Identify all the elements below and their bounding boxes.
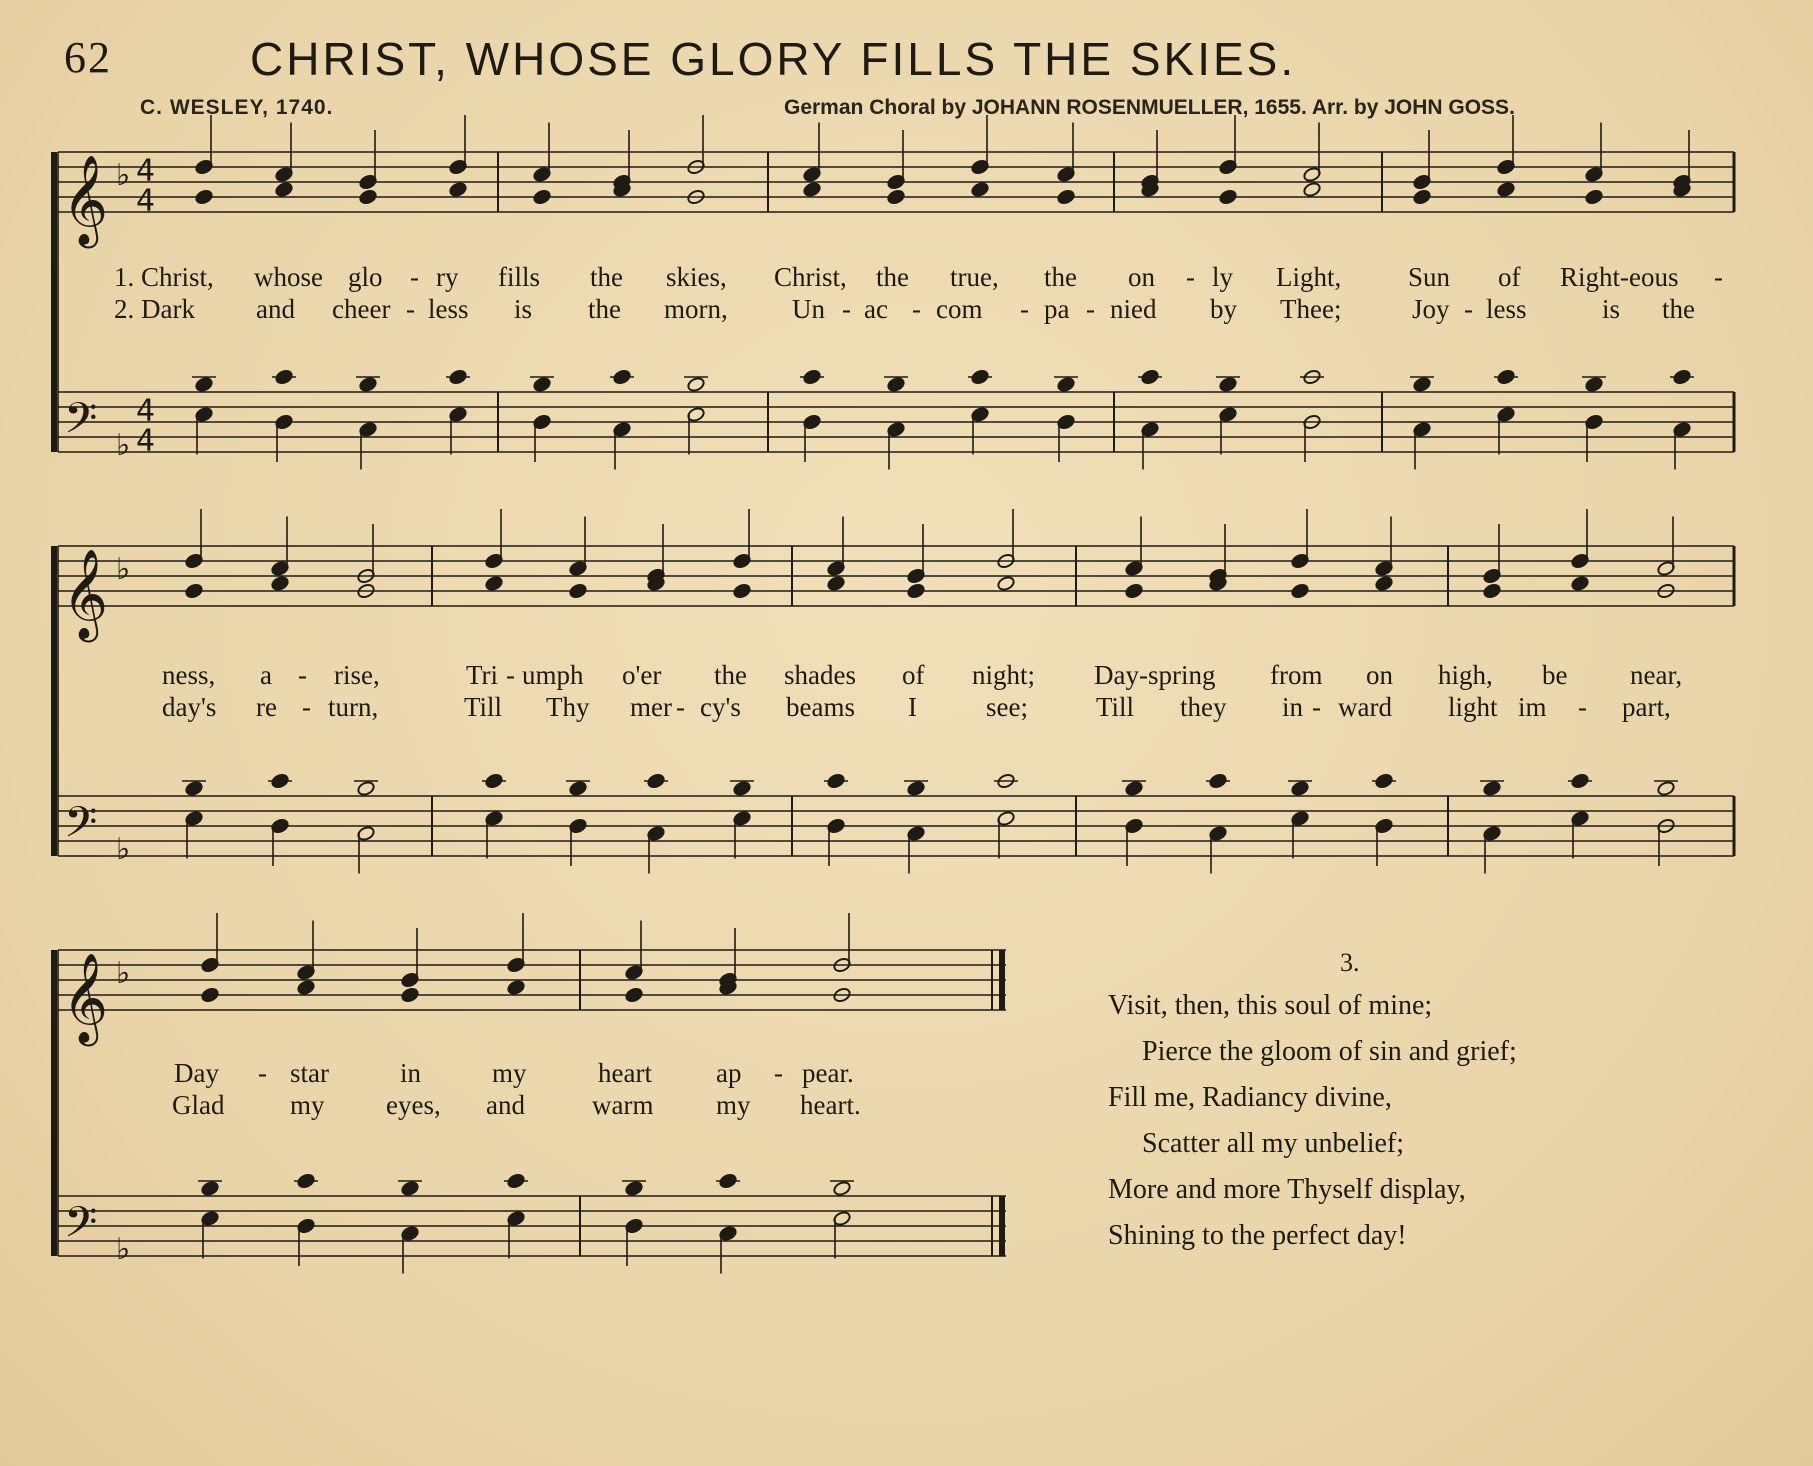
lyric-syllable: umph: [522, 660, 584, 690]
lyric-syllable: on: [1366, 660, 1393, 690]
lyric-syllable: com: [936, 294, 983, 324]
lyric-syllable: the: [588, 294, 621, 324]
flat-icon: ♭: [116, 158, 131, 193]
notehead: [1482, 780, 1501, 797]
notehead: [996, 575, 1015, 592]
notehead: [1302, 181, 1321, 198]
notehead: [1056, 376, 1075, 393]
notehead: [506, 979, 525, 996]
notehead: [970, 181, 989, 198]
lyric-syllable: morn,: [664, 294, 728, 324]
lyric-syllable: I: [908, 692, 917, 722]
lyric-syllable: they: [1180, 692, 1227, 722]
lyric-syllable: Day: [174, 1058, 219, 1088]
lyric-syllable: less: [1486, 294, 1527, 324]
bass-clef-icon: 𝄢: [64, 394, 98, 454]
music-system-3: [46, 930, 1026, 1290]
lyric-syllable: -: [842, 294, 851, 324]
lyric-syllable: ly: [1212, 262, 1234, 292]
flat-icon: ♭: [116, 552, 131, 587]
lyric-syllable: ry: [436, 262, 459, 292]
lyric-syllable: Light,: [1276, 262, 1342, 292]
lyric-syllable: Christ,: [774, 262, 847, 292]
notehead: [184, 583, 203, 600]
lyric-syllable: Thy: [546, 692, 590, 722]
notehead: [1124, 583, 1143, 600]
lyric-syllable: re: [256, 692, 277, 722]
lyric-syllable: day's: [162, 692, 217, 722]
lyric-syllable: -: [1578, 692, 1587, 722]
notehead: [358, 376, 377, 393]
notehead: [1290, 780, 1309, 797]
lyric-syllable: -: [1086, 294, 1095, 324]
lyric-syllable: Thee;: [1280, 294, 1342, 324]
lyric-syllable: star: [290, 1058, 329, 1088]
verse-3-number: 3.: [1340, 948, 1360, 977]
lyric-syllable: be: [1542, 660, 1568, 690]
hymn-title: CHRIST, WHOSE GLORY FILLS THE SKIES.: [250, 33, 1297, 85]
treble-clef-icon: 𝄞: [62, 155, 109, 245]
lyric-syllable: -: [774, 1058, 783, 1088]
notehead: [624, 987, 643, 1004]
notehead: [568, 780, 587, 797]
verse-3-line: Pierce the gloom of sin and grief;: [1142, 1036, 1517, 1067]
lyric-syllable: Right-eous: [1560, 262, 1679, 292]
lyric-syllable: whose: [254, 262, 323, 292]
lyric-syllable: Till: [464, 692, 503, 722]
notehead: [1584, 376, 1603, 393]
lyric-syllable: ap: [716, 1058, 742, 1088]
lyric-syllable: less: [428, 294, 469, 324]
lyric-syllable: Glad: [172, 1090, 225, 1120]
lyric-syllable: Day-spring: [1094, 660, 1216, 690]
lyric-line-verse-2: [46, 692, 1746, 724]
lyric-syllable: -: [912, 294, 921, 324]
lyric-syllable: fills: [498, 262, 541, 292]
notehead: [826, 575, 845, 592]
notehead: [568, 583, 587, 600]
notehead: [802, 181, 821, 198]
notehead: [1218, 376, 1237, 393]
lyric-syllable: glo: [348, 262, 383, 292]
lyric-syllable: pear.: [802, 1058, 854, 1088]
lyric-syllable: the: [1662, 294, 1695, 324]
lyric-syllable: -: [1186, 262, 1195, 292]
notehead: [1124, 780, 1143, 797]
lyric-syllable: o'er: [622, 660, 662, 690]
notehead: [400, 1180, 419, 1197]
lyric-syllable: from: [1270, 660, 1323, 690]
lyric-syllable: beams: [786, 692, 855, 722]
lyric-syllable: near,: [1630, 660, 1683, 690]
flat-icon: ♭: [116, 956, 131, 991]
bass-clef-icon: 𝄢: [64, 798, 98, 858]
notehead: [484, 575, 503, 592]
flat-icon: ♭: [116, 428, 131, 463]
notehead: [906, 780, 925, 797]
time-signature-numeral: 4: [136, 423, 156, 459]
bass-clef-icon: 𝄢: [64, 1198, 98, 1258]
flat-icon: ♭: [116, 832, 131, 867]
notehead: [686, 376, 705, 393]
lyric-syllable: -: [1312, 692, 1321, 722]
notehead: [358, 189, 377, 206]
lyric-syllable: by: [1210, 294, 1237, 324]
lyric-syllable: is: [1602, 294, 1621, 324]
lyric-syllable: ward: [1338, 692, 1392, 722]
notehead: [732, 780, 751, 797]
lyric-syllable: mer: [630, 692, 672, 722]
verse-3-line: Scatter all my unbelief;: [1142, 1128, 1405, 1159]
lyric-syllable: ac: [864, 294, 888, 324]
notehead: [356, 780, 375, 797]
lyric-syllable: on: [1128, 262, 1155, 292]
lyric-syllable: light: [1448, 692, 1498, 722]
notehead: [732, 583, 751, 600]
lyric-syllable: eyes,: [386, 1090, 441, 1120]
notehead: [906, 583, 925, 600]
notehead: [194, 376, 213, 393]
notehead: [624, 1180, 643, 1197]
lyric-syllable: true,: [950, 262, 999, 292]
lyric-syllable: cy's: [700, 692, 741, 722]
treble-clef-icon: 𝄞: [62, 549, 109, 639]
lyric-syllable: of: [1498, 262, 1521, 292]
notehead: [1290, 583, 1309, 600]
notehead: [1412, 376, 1431, 393]
lyric-syllable: turn,: [328, 692, 379, 722]
lyric-syllable: -: [410, 262, 419, 292]
lyric-syllable: a: [260, 660, 272, 690]
lyric-syllable: my: [290, 1090, 325, 1120]
lyric-syllable: -: [1020, 294, 1029, 324]
lyric-syllable: Sun: [1408, 262, 1451, 292]
notehead: [886, 376, 905, 393]
lyric-syllable: the: [714, 660, 747, 690]
lyric-syllable: Till: [1096, 692, 1135, 722]
notehead: [1496, 181, 1515, 198]
time-signature-numeral: 4: [136, 393, 156, 429]
lyric-syllable: the: [876, 262, 909, 292]
lyric-syllable: Joy: [1412, 294, 1450, 324]
lyric-syllable: -: [302, 692, 311, 722]
time-signature-numeral: 4: [136, 153, 156, 189]
treble-clef-icon: 𝄞: [62, 953, 109, 1043]
notehead: [1374, 575, 1393, 592]
lyric-line-verse-1: [46, 262, 1746, 294]
lyric-syllable: the: [1044, 262, 1077, 292]
notehead: [270, 575, 289, 592]
lyric-syllable: -: [258, 1058, 267, 1088]
lyric-syllable: part,: [1622, 692, 1671, 722]
lyric-line-verse-1: [46, 1058, 1026, 1090]
notehead: [296, 979, 315, 996]
lyric-syllable: rise,: [334, 660, 380, 690]
notehead: [532, 189, 551, 206]
lyric-syllable: ness,: [162, 660, 216, 690]
author-credit: C. WESLEY, 1740.: [140, 96, 334, 119]
notehead: [832, 1180, 851, 1197]
lyric-syllable: 2. Dark: [114, 294, 195, 324]
lyric-syllable: -: [1464, 294, 1473, 324]
verse-3-line: Fill me, Radiancy divine,: [1108, 1082, 1392, 1113]
lyric-syllable: Tri: [466, 660, 499, 690]
lyric-line-verse-1: [46, 660, 1746, 692]
lyric-line-verse-2: [46, 294, 1746, 326]
notehead: [194, 189, 213, 206]
lyric-syllable: my: [492, 1058, 527, 1088]
music-system-1: [46, 140, 1746, 480]
notehead: [200, 987, 219, 1004]
notehead: [1056, 189, 1075, 206]
notehead: [532, 376, 551, 393]
lyric-syllable: -: [298, 660, 307, 690]
lyric-syllable: in: [400, 1058, 422, 1088]
lyric-syllable: im: [1518, 692, 1547, 722]
lyric-syllable: nied: [1110, 294, 1157, 324]
time-signature-numeral: 4: [136, 183, 156, 219]
composer-credit: German Choral by JOHANN ROSENMUELLER, 1655. Arr. by JOHN GOSS.: [784, 96, 1515, 119]
notehead: [448, 181, 467, 198]
lyric-syllable: cheer: [332, 294, 391, 324]
lyric-syllable: is: [514, 294, 533, 324]
lyric-syllable: in: [1282, 692, 1304, 722]
notehead: [1482, 583, 1501, 600]
notehead: [1570, 575, 1589, 592]
lyric-line-verse-2: [46, 1090, 1026, 1122]
notehead: [1412, 189, 1431, 206]
lyric-syllable: night;: [972, 660, 1036, 690]
lyric-syllable: -: [506, 660, 515, 690]
lyric-syllable: heart.: [800, 1090, 861, 1120]
notehead: [200, 1180, 219, 1197]
lyric-syllable: and: [486, 1090, 525, 1120]
page-number: 62: [64, 33, 112, 82]
lyric-syllable: -: [1714, 262, 1723, 292]
lyric-syllable: heart: [598, 1058, 652, 1088]
notehead: [1218, 189, 1237, 206]
lyric-syllable: pa: [1044, 294, 1070, 324]
lyric-syllable: high,: [1438, 660, 1493, 690]
notehead: [274, 181, 293, 198]
lyric-syllable: warm: [592, 1090, 654, 1120]
lyric-syllable: -: [406, 294, 415, 324]
lyric-syllable: Un: [792, 294, 825, 324]
lyric-syllable: shades: [784, 660, 856, 690]
notehead: [184, 780, 203, 797]
verse-3-line: Visit, then, this soul of mine;: [1108, 990, 1433, 1021]
verse-3-line: Shining to the perfect day!: [1108, 1220, 1407, 1251]
notehead: [886, 189, 905, 206]
lyric-syllable: the: [590, 262, 623, 292]
lyric-syllable: see;: [986, 692, 1028, 722]
lyric-syllable: -: [676, 692, 685, 722]
flat-icon: ♭: [116, 1232, 131, 1267]
lyric-syllable: 1. Christ,: [114, 262, 214, 292]
notehead: [1584, 189, 1603, 206]
verse-3-line: More and more Thyself display,: [1108, 1174, 1466, 1205]
lyric-syllable: and: [256, 294, 295, 324]
lyric-syllable: skies,: [666, 262, 727, 292]
lyric-syllable: of: [902, 660, 925, 690]
music-system-2: [46, 534, 1746, 874]
notehead: [1656, 780, 1675, 797]
page-header: [64, 26, 1764, 86]
notehead: [400, 987, 419, 1004]
lyric-syllable: my: [716, 1090, 751, 1120]
